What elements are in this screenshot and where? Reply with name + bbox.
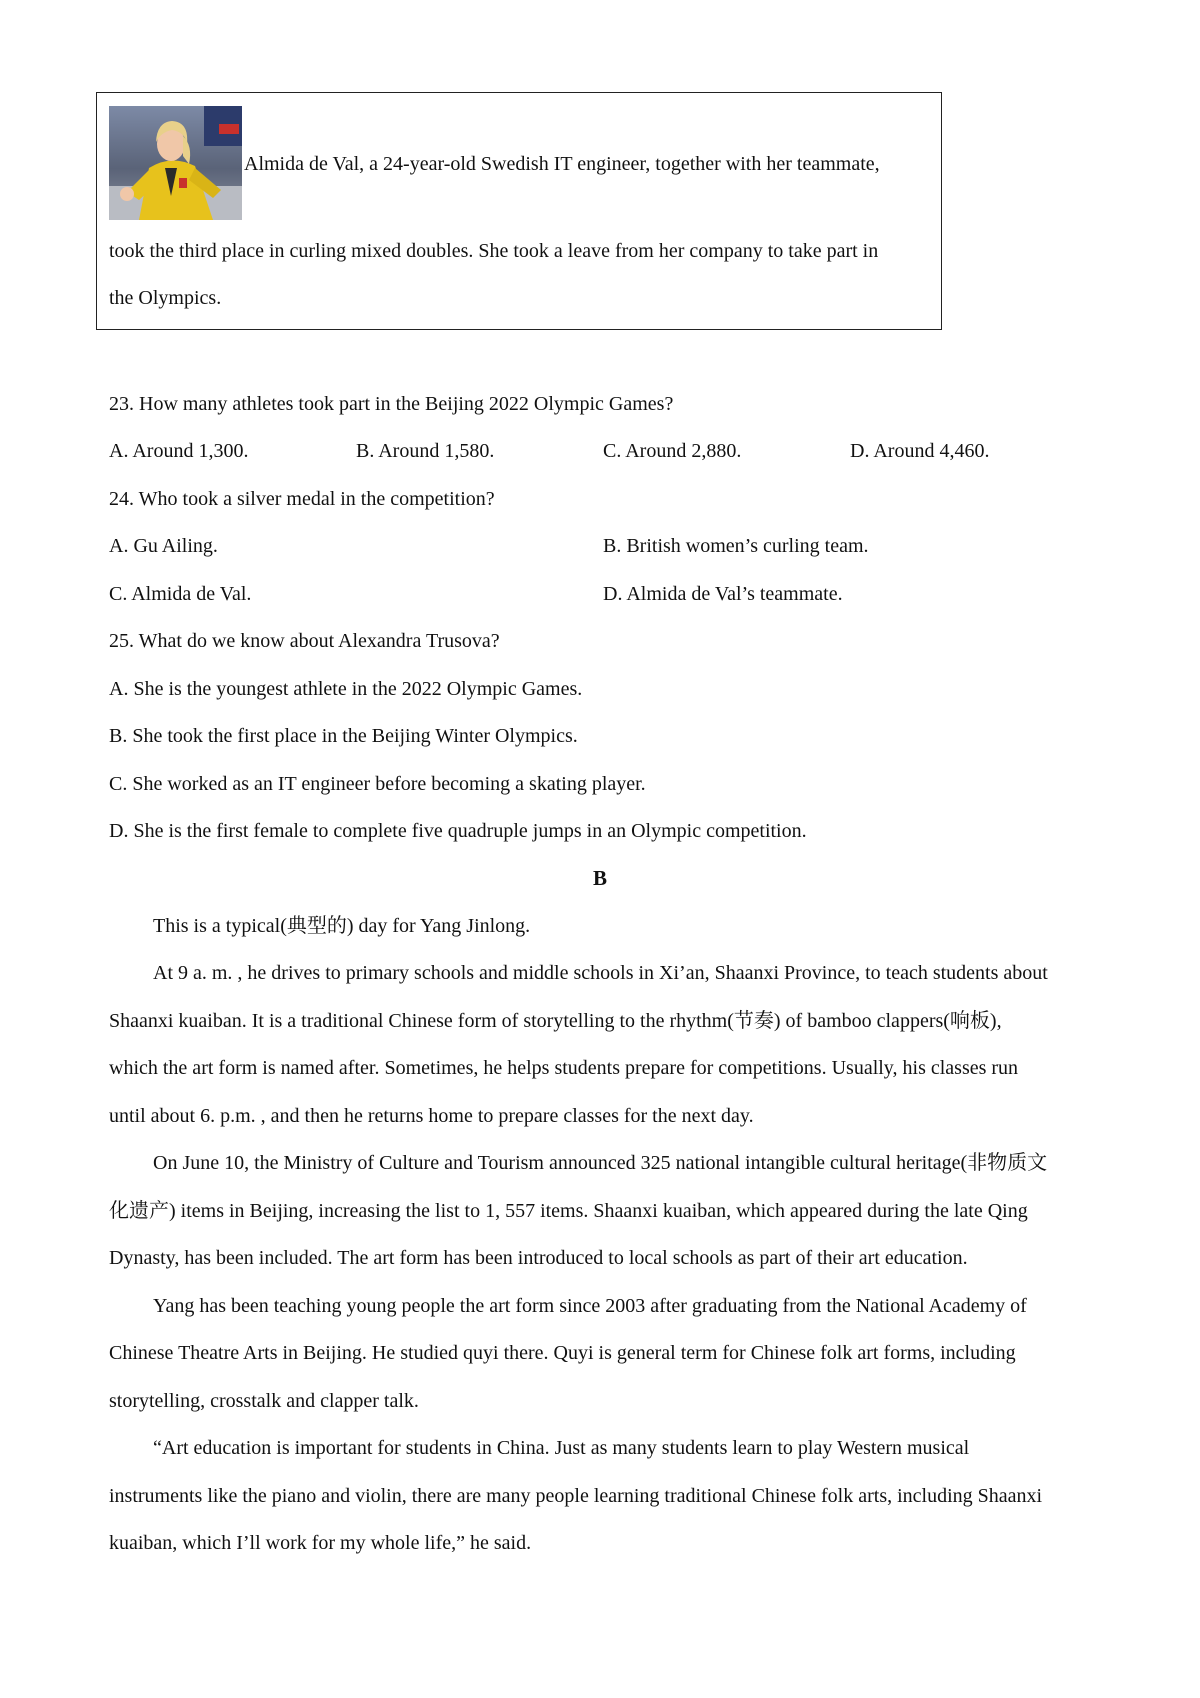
- question-25-option-d: D. She is the first female to complete five quadruple jumps in an Olympic competition.: [109, 820, 807, 842]
- question-24-option-a: A. Gu Ailing.: [109, 535, 218, 557]
- passage-line: Chinese Theatre Arts in Beijing. He studied quyi there. Quyi is general term for Chinese folk art forms, including: [109, 1342, 1016, 1364]
- passage-line: Dynasty, has been included. The art form has been introduced to local schools as part of their art education.: [109, 1247, 968, 1269]
- passage-line: instruments like the piano and violin, there are many people learning traditional Chinese folk arts, including Shaanxi: [109, 1485, 1043, 1507]
- question-23-option-c: C. Around 2,880.: [603, 440, 742, 462]
- question-23-option-b: B. Around 1,580.: [356, 440, 495, 462]
- question-25-option-b: B. She took the first place in the Beijing Winter Olympics.: [109, 725, 578, 747]
- question-25-option-a: A. She is the youngest athlete in the 2022 Olympic Games.: [109, 678, 583, 700]
- question-25-option-c: C. She worked as an IT engineer before becoming a skating player.: [109, 773, 646, 795]
- athlete-photo: [109, 106, 242, 220]
- box-text-line: Almida de Val, a 24-year-old Swedish IT engineer, together with her teammate,: [244, 153, 880, 175]
- passage-line: kuaiban, which I’ll work for my whole life,” he said.: [109, 1532, 532, 1554]
- question-23-option-a: A. Around 1,300.: [109, 440, 249, 462]
- box-text-line: took the third place in curling mixed doubles. She took a leave from her company to take part in: [109, 240, 879, 262]
- passage-line: At 9 a. m. , he drives to primary schools and middle schools in Xi’an, Shaanxi Province, to teach students about: [153, 962, 1048, 984]
- passage-line: storytelling, crosstalk and clapper talk.: [109, 1390, 419, 1412]
- passage-line: 化遗产) items in Beijing, increasing the list to 1, 557 items. Shaanxi kuaiban, which appeared during the late Qing: [109, 1200, 1028, 1222]
- passage-line: “Art education is important for students in China. Just as many students learn to play Western musical: [153, 1437, 970, 1459]
- section-b-heading: B: [592, 866, 607, 890]
- question-23-stem: 23. How many athletes took part in the Beijing 2022 Olympic Games?: [109, 393, 674, 415]
- question-24-option-d: D. Almida de Val’s teammate.: [603, 583, 843, 605]
- passage-line: This is a typical(典型的) day for Yang Jinlong.: [153, 915, 531, 937]
- passage-line: until about 6. p.m. , and then he returns home to prepare classes for the next day.: [109, 1105, 754, 1127]
- question-23-option-d: D. Around 4,460.: [850, 440, 990, 462]
- passage-line: Shaanxi kuaiban. It is a traditional Chinese form of storytelling to the rhythm(节奏) of bamboo clappers(响板),: [109, 1010, 1002, 1032]
- passage-line: which the art form is named after. Sometimes, he helps students prepare for competitions. Usually, his classes run: [109, 1057, 1019, 1079]
- question-24-option-c: C. Almida de Val.: [109, 583, 252, 605]
- passage-line: On June 10, the Ministry of Culture and Tourism announced 325 national intangible cultural heritage(非物质文: [153, 1152, 1048, 1174]
- passage-line: Yang has been teaching young people the art form since 2003 after graduating from the National Academy of: [153, 1295, 1027, 1317]
- question-24-stem: 24. Who took a silver medal in the competition?: [109, 488, 495, 510]
- box-text-line: the Olympics.: [109, 287, 222, 309]
- athlete-info-box: [96, 92, 942, 330]
- question-24-option-b: B. British women’s curling team.: [603, 535, 869, 557]
- question-25-stem: 25. What do we know about Alexandra Trusova?: [109, 630, 500, 652]
